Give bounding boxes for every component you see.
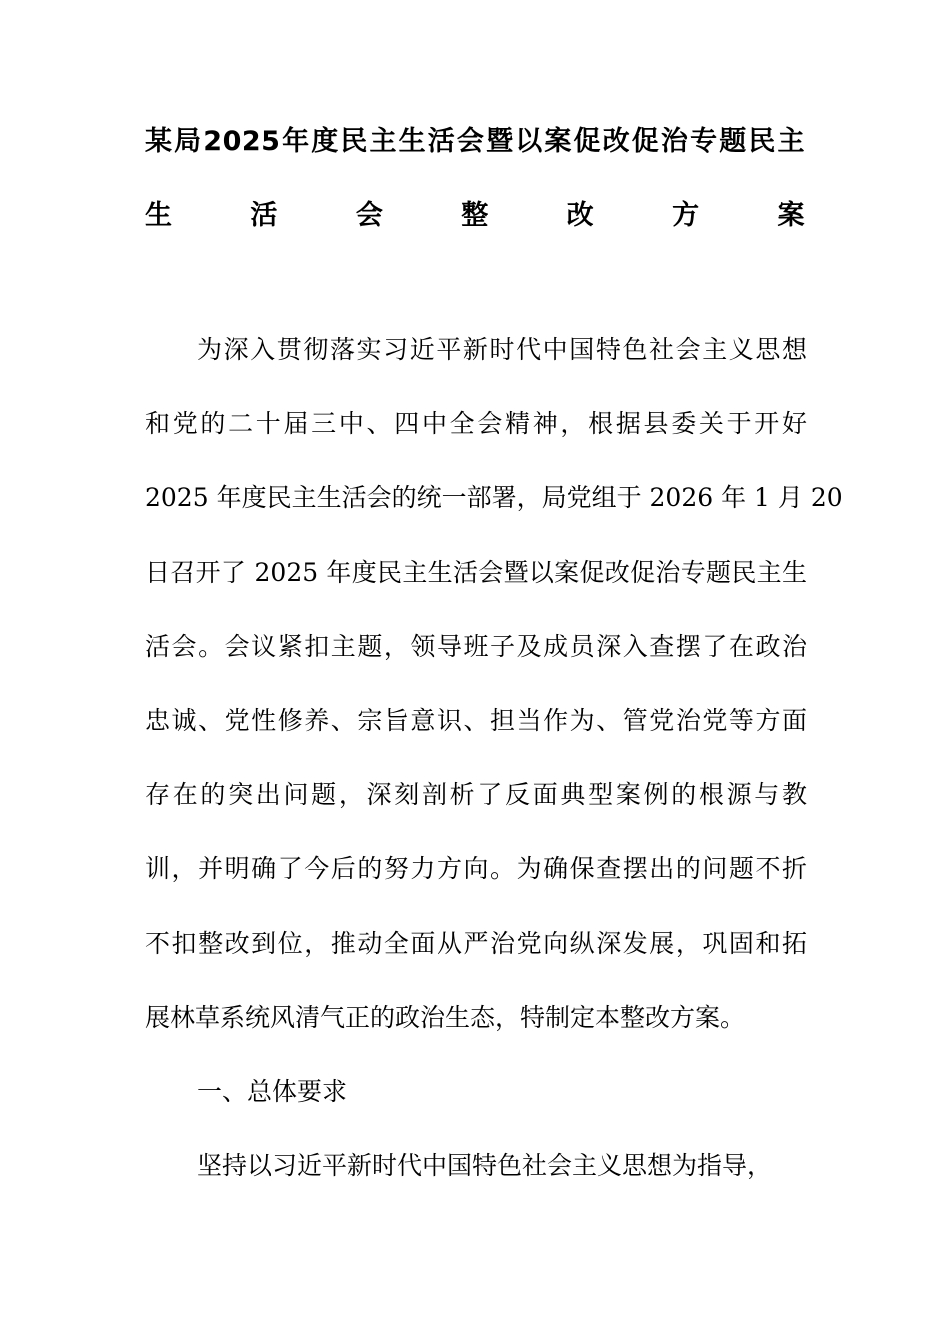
text-line: 坚持以习近平新时代中国特色社会主义思想为指导， xyxy=(197,1151,773,1181)
text-line: 存在的突出问题，深刻剖析了反面典型案例的根源与教 xyxy=(145,780,807,810)
section-heading: 一、总体要求 xyxy=(197,1076,348,1106)
text-line: 和党的二十届三中、四中全会精神，根据县委关于开好 xyxy=(145,409,807,439)
text-line: 日召开了 2025 年度民主生活会暨以案促改促治专题民主生 xyxy=(145,557,807,587)
paragraph-intro xyxy=(145,313,843,1055)
text-line: 忠诚、党性修养、宗旨意识、担当作为、管党治党等方面 xyxy=(145,705,807,735)
text-line: 2025 年度民主生活会的统一部署，局党组于 2026 年 1 月 20 xyxy=(145,483,843,513)
text-line: 训，并明确了今后的努力方向。为确保查摆出的问题不折 xyxy=(145,854,807,884)
title-line-1: 某局2025年度民主生活会暨以案促改促治专题民主 xyxy=(145,126,805,157)
text-line: 不扣整改到位，推动全面从严治党向纵深发展，巩固和拓 xyxy=(145,928,807,958)
document-body xyxy=(145,313,843,1203)
text-line: 展林草系统风清气正的政治生态，特制定本整改方案。 xyxy=(145,1002,746,1032)
text-line: 为深入贯彻落实习近平新时代中国特色社会主义思想 xyxy=(197,335,807,364)
document-title xyxy=(145,102,805,250)
section-heading-general-requirements xyxy=(145,1055,807,1129)
paragraph-guidance xyxy=(145,1129,807,1203)
title-line-2: 生活会整改方案 xyxy=(145,200,805,232)
text-line: 活会。会议紧扣主题，领导班子及成员深入查摆了在政治 xyxy=(145,631,807,661)
